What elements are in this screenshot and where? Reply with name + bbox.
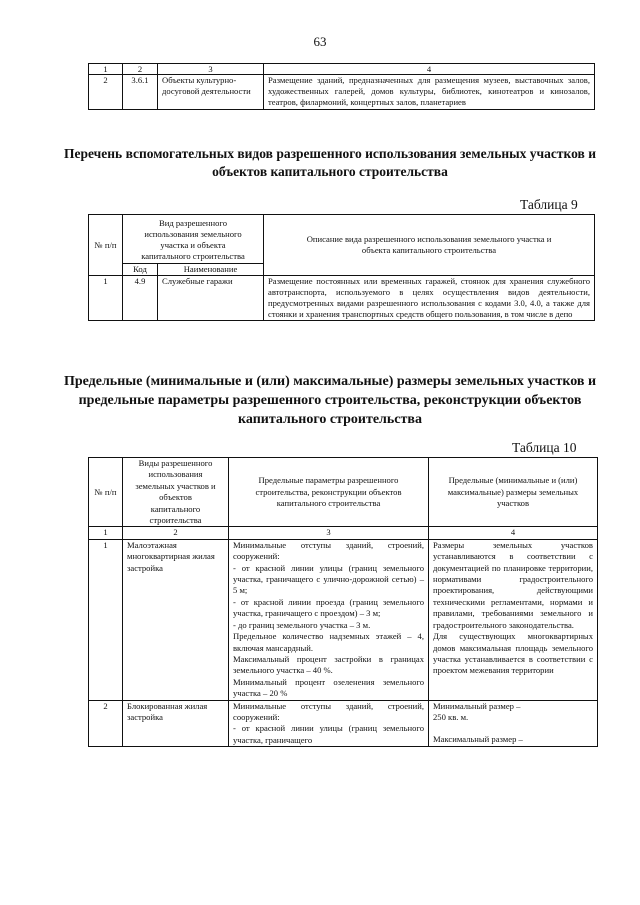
table-row [89, 539, 598, 700]
header-cell: 2 [123, 64, 158, 75]
row-name: Служебные гаражи [158, 276, 264, 321]
header-name: Наименование [158, 264, 264, 276]
header-code: Код [123, 264, 158, 276]
row-number: 2 [89, 75, 123, 110]
parameter-line: Минимальные отступы зданий, строений, сооружений: [233, 700, 424, 722]
parameter-line: - до границ земельного участка – 3 м. [233, 619, 371, 630]
row-parameters [229, 539, 429, 700]
table-9 [88, 214, 595, 321]
parameter-line: Минимальные отступы зданий, строений, сооружений: [233, 539, 424, 562]
size-line: Максимальный размер – [433, 734, 523, 745]
table-10-caption: Таблица 10 [512, 440, 577, 455]
header-cell: 4 [264, 64, 595, 75]
row-use-type: Блокированная жилая застройка [123, 700, 229, 747]
row-description: Размещение постоянных или временных гаражей, стоянок для хранения служебного автотранспорта, используемого в целях осуществления видов деятельности, предусмотренных видами разрешенного использования с кодами 3.0, 4.0, а также для стоянки и хранения транспортных средств общего пользования, в том числе в депо [264, 276, 595, 321]
header-sizes: Предельные (минимальные и (или) максимальные) размеры земельных участков [429, 458, 598, 527]
row-number: 2 [89, 700, 123, 747]
table-index-row [89, 527, 598, 539]
index-cell: 2 [123, 527, 229, 539]
row-code: 3.6.1 [123, 75, 158, 110]
row-sizes [429, 700, 598, 747]
row-number: 1 [89, 539, 123, 700]
index-cell: 4 [429, 527, 598, 539]
header-cell: 1 [89, 64, 123, 75]
header-parameters: Предельные параметры разрешенного строительства, реконструкции объектов капитального строительства [229, 458, 429, 527]
parameter-line: Предельное количество надземных этажей – 4, включая мансардный. [233, 631, 424, 653]
size-line: 250 кв. м. [433, 711, 469, 722]
header-use-type: Виды разрешенного использования земельных участков и объектов капитального строительства [123, 458, 229, 527]
table-row [89, 75, 595, 110]
continuation-table [88, 63, 595, 110]
table-header-row [89, 215, 595, 264]
table-header-row [89, 64, 595, 75]
row-number: 1 [89, 276, 123, 321]
section-heading-auxiliary-uses: Перечень вспомогательных видов разрешенного использования земельных участков и объектов капитального строительства [64, 146, 596, 179]
table-9-caption: Таблица 9 [520, 197, 578, 212]
row-name: Объекты культурно-досуговой деятельности [158, 75, 264, 110]
header-description: Описание вида разрешенного использования земельного участка и объекта капитального строительства [264, 215, 595, 276]
index-cell: 3 [229, 527, 429, 539]
header-use-type: Вид разрешенного использования земельного участка и объекта капитального строительства [123, 215, 264, 264]
size-line: Размеры земельных участков устанавливаются в соответствии с документацией по планировке территории, нормативами градостроительного проектирования, действующими техническими регламентами, нормами и правилами, требованиями земельного и градостроительного законодательства. [433, 539, 593, 630]
table-row [89, 700, 598, 747]
page-number: 63 [313, 34, 327, 49]
size-line: Минимальный размер – [433, 700, 521, 711]
header-number: № п/п [89, 215, 123, 276]
table-row [89, 276, 595, 321]
row-parameters [229, 700, 429, 747]
parameter-line: Максимальный процент застройки в границах земельного участка – 40 %. [233, 653, 424, 676]
row-description: Размещение зданий, предназначенных для размещения музеев, выставочных залов, художественных галерей, домов культуры, библиотек, кинотеатров и кинозалов, театров, филармоний, концертных залов, планетариев [264, 75, 595, 110]
index-cell: 1 [89, 527, 123, 539]
parameter-line: - от красной линии улицы (границ земельного участка, граничащего [233, 723, 424, 745]
table-header-row [89, 458, 598, 527]
table-10 [88, 457, 598, 747]
row-code: 4.9 [123, 276, 158, 321]
size-line: Для существующих многоквартирных домов максимальная площадь земельного участка устанавливается в соответствии с проектом межевания территории [433, 631, 593, 676]
parameter-line: - от красной линии улицы (границ земельного участка, граничащего с улично-дорожной сетью) – 5 м; [233, 562, 424, 596]
header-cell: 3 [158, 64, 264, 75]
size-line-spacer [433, 723, 593, 734]
row-sizes [429, 539, 598, 700]
header-number: № п/п [89, 458, 123, 527]
row-use-type: Малоэтажная многоквартирная жилая застройка [123, 539, 229, 700]
parameter-line: - от красной линии проезда (границ земельного участка, граничащего с проездом) – 3 м; [233, 596, 424, 619]
parameter-line: Минимальный процент озеленения земельного участка – 20 % [233, 676, 424, 699]
section-heading-limits: Предельные (минимальные и (или) максимальные) размеры земельных участков и предельные параметры разрешенного строительства, реконструкции объектов капитального строительства [63, 374, 597, 427]
